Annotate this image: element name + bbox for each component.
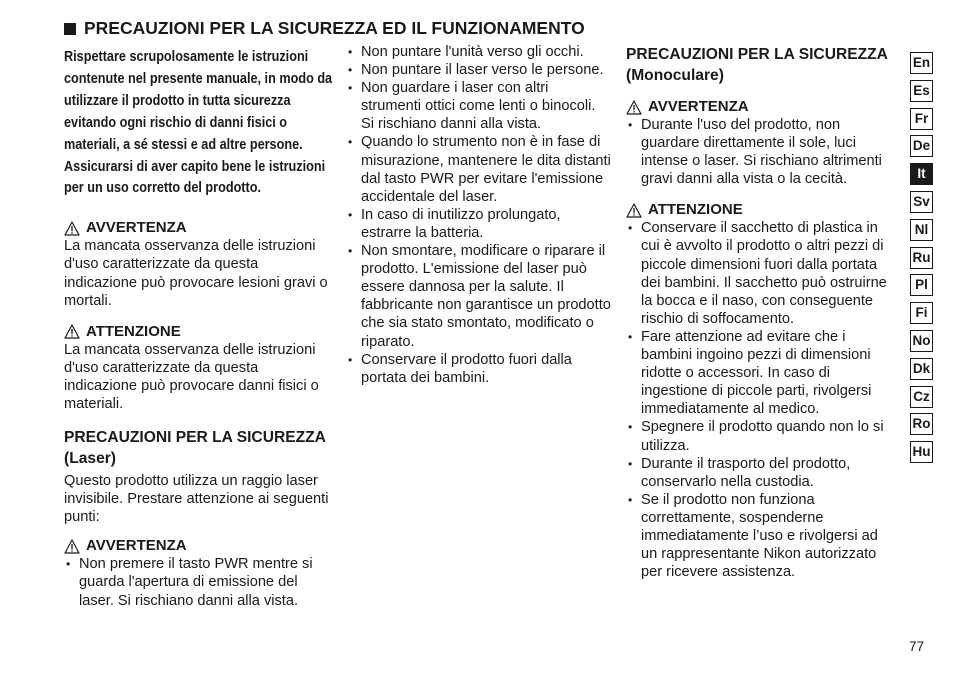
laser-warning-heading	[64, 537, 332, 555]
general-caution-text: La mancata osservanza delle istruzioni d'uso caratterizzate da questa indicazione può provocare danni fisici o materiali.	[64, 341, 319, 412]
list-item: • Spegnere il prodotto quando non lo si utilizza.	[626, 418, 892, 454]
list-item: • Quando lo strumento non è in fase di misurazione, mantenere le dita distanti dal tasto PWR per evitare l'emissione accidentale del laser.	[346, 133, 612, 205]
language-tab-fr[interactable]: Fr	[910, 108, 933, 130]
laser-intro-text: Questo prodotto utilizza un raggio laser invisibile. Prestare attenzione ai seguenti punti:	[64, 473, 329, 526]
general-warning-title: AVVERTENZA	[86, 219, 187, 237]
general-warning-heading	[64, 219, 332, 237]
list-item: • Non puntare il laser verso le persone.	[346, 61, 612, 79]
language-tab-fi[interactable]: Fi	[910, 302, 933, 324]
list-item: • In caso di inutilizzo prolungato, estrarre la batteria.	[346, 206, 612, 242]
intro-text: Rispettare scrupolosamente le istruzioni contenute nel presente manuale, in modo da utilizzare il prodotto in tutta sicurezza evitando ogni rischio di danni fisici o materiali, a sé stessi e ad altre persone. Assicurarsi di aver capito bene le istruzioni per un uso corretto del prodotto.	[64, 49, 333, 197]
list-item: • Se il prodotto non funziona correttamente, sospenderne immediatamente l’uso e rivolgersi ad un rappresentante Nikon autorizzato per ricevere assistenza.	[626, 491, 892, 581]
warning-triangle-icon	[64, 221, 80, 236]
list-item: • Non smontare, modificare o riparare il prodotto. L'emissione del laser può essere dannosa per la salute. Il fabbricante non garantisce un prodotto che sia stato smontato, modificato o riparato.	[346, 242, 612, 351]
language-tab-de[interactable]: De	[910, 135, 933, 157]
laser-warning-title: AVVERTENZA	[86, 537, 187, 555]
page-title-text: PRECAUZIONI PER LA SICUREZZA ED IL FUNZIONAMENTO	[84, 18, 585, 38]
warning-triangle-icon	[64, 324, 80, 339]
language-tab-en[interactable]: En	[910, 52, 933, 74]
language-tab-ru[interactable]: Ru	[910, 247, 933, 269]
list-item: • Non guardare i laser con altri strumenti ottici come lenti o binocoli. Si rischiano danni alla vista.	[346, 79, 612, 133]
language-tab-it[interactable]: It	[910, 163, 933, 185]
monocular-caution-list	[626, 219, 892, 581]
warning-triangle-icon	[626, 100, 642, 115]
page-number: 77	[909, 639, 925, 654]
list-item: • Durante l'uso del prodotto, non guardare direttamente il sole, luci intense o laser. Si rischiano altrimenti gravi danni alla vista o la cecità.	[626, 116, 892, 188]
language-tab-no[interactable]: No	[910, 330, 933, 352]
language-tab-nl[interactable]: Nl	[910, 219, 933, 241]
list-item: • Non premere il tasto PWR mentre si guarda l'apertura di emissione del laser. Si rischiano danni alla vista.	[64, 555, 332, 609]
list-item: • Fare attenzione ad evitare che i bambini ingoino pezzi di dimensioni ridotte o accessori. In caso di ingestione di piccole parti, rivolgersi immediatamente al medico.	[626, 328, 892, 418]
laser-warning-list-a	[64, 555, 332, 609]
column-right	[626, 44, 892, 581]
language-tab-ro[interactable]: Ro	[910, 413, 933, 435]
monocular-section-heading: PRECAUZIONI PER LA SICUREZZA (Monoculare)	[626, 46, 888, 84]
general-caution-title: ATTENZIONE	[86, 322, 181, 340]
language-tabs	[910, 52, 935, 469]
monocular-warning-heading	[626, 98, 892, 116]
column-left	[64, 47, 332, 610]
language-tab-es[interactable]: Es	[910, 80, 933, 102]
list-item: • Conservare il prodotto fuori dalla portata dei bambini.	[346, 351, 612, 387]
monocular-warning-title: AVVERTENZA	[648, 98, 749, 115]
warning-triangle-icon	[626, 203, 642, 218]
column-middle	[346, 43, 612, 387]
language-tab-hu[interactable]: Hu	[910, 441, 933, 463]
general-warning-text: La mancata osservanza delle istruzioni d'uso caratterizzate da questa indicazione può provocare lesioni gravi o mortali.	[64, 238, 328, 309]
language-tab-dk[interactable]: Dk	[910, 358, 933, 380]
laser-warning-list-b	[346, 43, 612, 387]
page-title	[64, 18, 585, 39]
general-caution-heading	[64, 323, 332, 341]
laser-section-heading: PRECAUZIONI PER LA SICUREZZA (Laser)	[64, 429, 326, 468]
black-square-icon	[64, 23, 76, 35]
language-tab-pl[interactable]: Pl	[910, 274, 933, 296]
language-tab-sv[interactable]: Sv	[910, 191, 933, 213]
language-tab-cz[interactable]: Cz	[910, 386, 933, 408]
monocular-caution-title: ATTENZIONE	[648, 201, 743, 219]
list-item: • Conservare il sacchetto di plastica in cui è avvolto il prodotto o altri pezzi di piccole dimensioni fuori dalla portata dei bambini. Il sacchetto può ostruirne la bocca e il naso, con conseguente rischio di soffocamento.	[626, 219, 892, 328]
list-item: • Non puntare l'unità verso gli occhi.	[346, 43, 612, 61]
warning-triangle-icon	[64, 539, 80, 554]
monocular-caution-heading	[626, 201, 892, 219]
list-item: • Durante il trasporto del prodotto, conservarlo nella custodia.	[626, 455, 892, 491]
monocular-warning-list	[626, 116, 892, 188]
